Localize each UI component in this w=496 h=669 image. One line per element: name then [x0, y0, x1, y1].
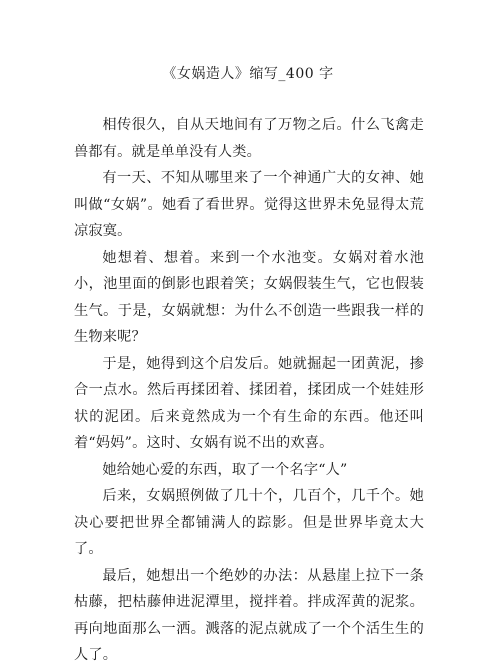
paragraph: 她给她心爱的东西，取了一个名字“人” [102, 461, 348, 478]
paragraph: 有一天、不知从哪里来了一个神通广大的女神、她叫做“女娲”。她看了看世界。觉得这世界未免显得太荒凉寂寞。 [74, 170, 424, 239]
paragraph: 相传很久，自从天地间有了万物之后。什么飞禽走兽都有。就是单单没有人类。 [74, 117, 424, 160]
document-body [74, 112, 424, 669]
document-title: 《女娲造人》缩写_400 字 [162, 66, 334, 82]
paragraph: 最后，她想出一个绝妙的办法：从悬崖上拉下一条枯藤，把枯藤伸进泥潭里，搅拌着。拌成浑黄的泥浆。再向地面那么一洒。溅落的泥点就成了一个个活生生的人了。 [74, 567, 424, 663]
paragraph: 她想着、想着。来到一个水池变。女娲对着水池小，池里面的倒影也跟着笑；女娲假装生气，它也假装生气。于是，女娲就想：为什么不创造一些跟我一样的生物来呢？ [74, 249, 424, 345]
paragraph: 后来，女娲照例做了几十个，几百个，几千个。她决心要把世界全都铺满人的踪影。但是世界毕竟太大了。 [74, 488, 424, 557]
paragraph: 于是，她得到这个启发后。她就掘起一团黄泥，掺合一点水。然后再揉团着、揉团着，揉团成一个娃娃形状的泥团。后来竟然成为一个有生命的东西。他还叫着“妈妈”。这时、女娲有说不出的欢喜。 [74, 355, 424, 451]
